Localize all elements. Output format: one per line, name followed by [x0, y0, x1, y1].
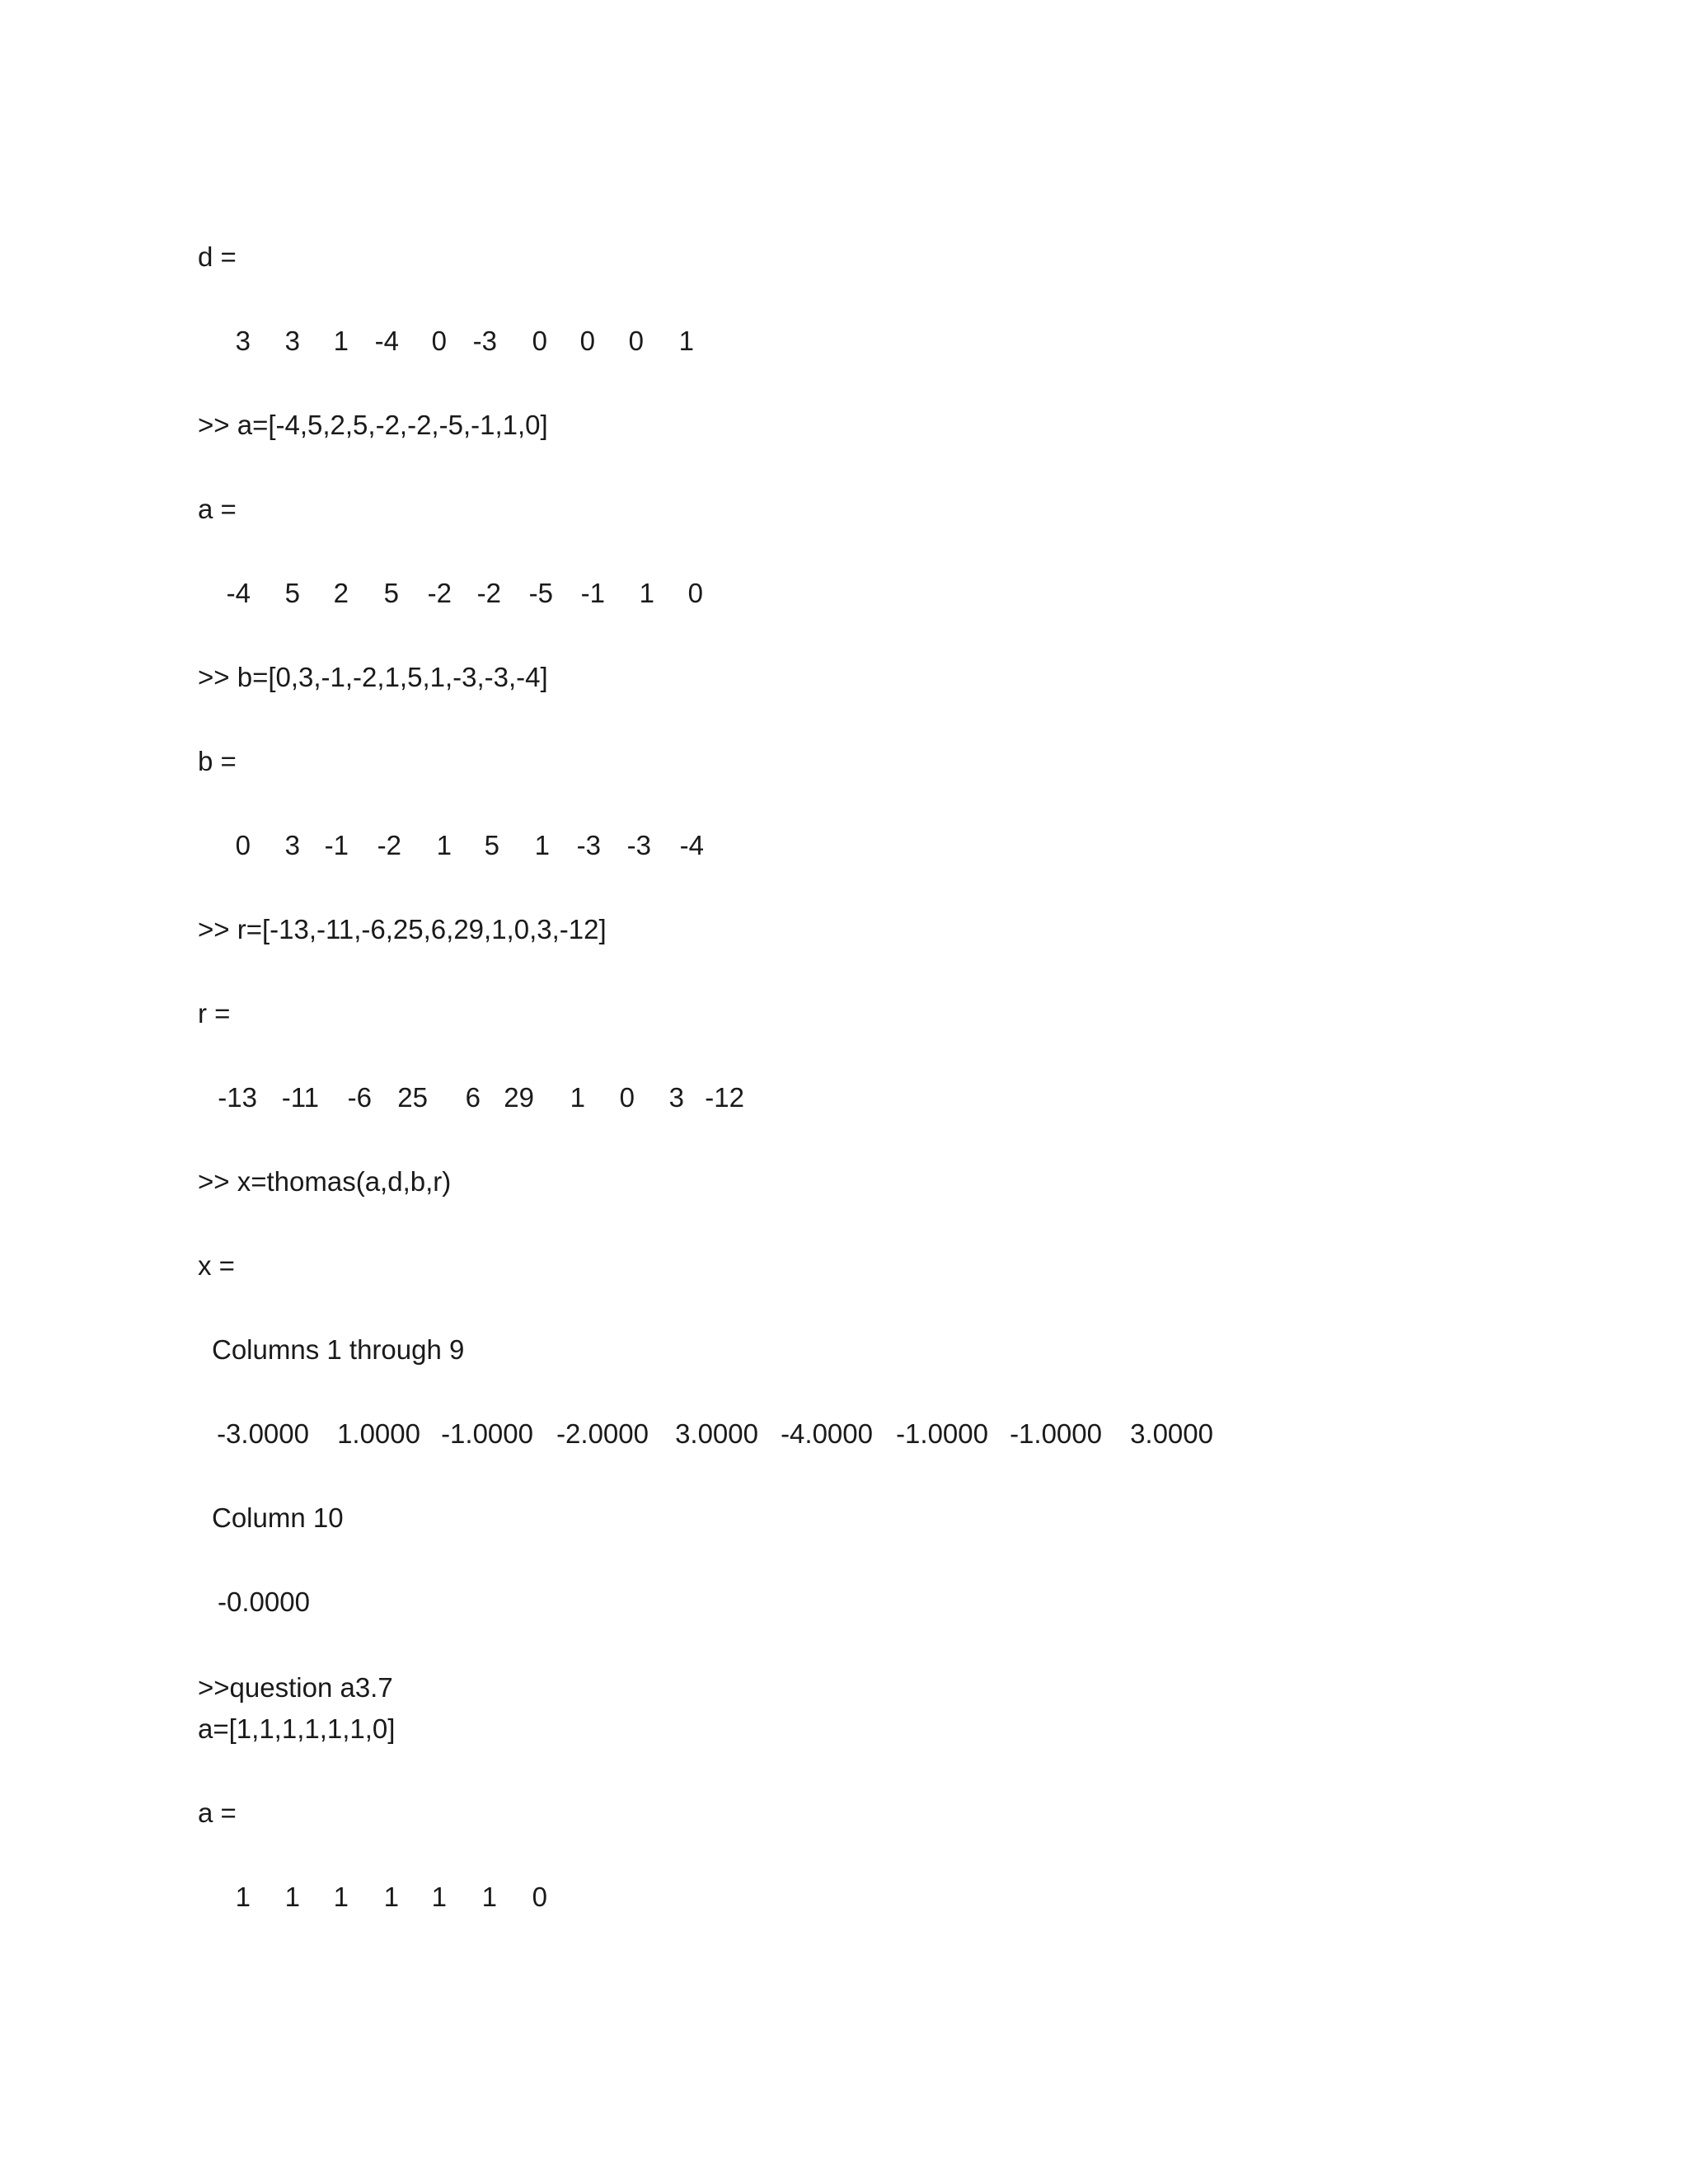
command-a: >> a=[-4,5,2,5,-2,-2,-5,-1,1,0]	[198, 410, 548, 440]
command-r: >> r=[-13,-11,-6,25,6,29,1,0,3,-12]	[198, 914, 607, 944]
value-cell: 0	[235, 830, 251, 860]
value-cell: 1	[333, 326, 349, 356]
value-cell: -1.0000	[1010, 1418, 1102, 1449]
value-cell: -6	[347, 1082, 372, 1113]
a2-values-row	[0, 1881, 1688, 1914]
value-cell: 0	[532, 326, 547, 356]
value-cell: 0	[628, 326, 644, 356]
value-cell: 1	[678, 326, 694, 356]
value-cell: 1	[284, 1882, 300, 1912]
command-b: >> b=[0,3,-1,-2,1,5,1,-3,-3,-4]	[198, 662, 548, 692]
value-cell: -2.0000	[556, 1418, 649, 1449]
b-label: b =	[198, 746, 237, 776]
value-cell: -1	[580, 578, 605, 608]
value-cell: 3	[284, 830, 300, 860]
x-values-row-1-9	[0, 1418, 1688, 1451]
value-cell: 1	[436, 830, 452, 860]
value-cell: -1	[324, 830, 349, 860]
value-cell: -3	[472, 326, 497, 356]
value-cell: 3	[284, 326, 300, 356]
question-line: >>question a3.7	[198, 1672, 393, 1703]
value-cell: 1	[639, 578, 654, 608]
value-cell: -13	[218, 1082, 257, 1113]
value-cell: 2	[333, 578, 349, 608]
r-values-row	[0, 1081, 1688, 1114]
value-cell: 25	[397, 1082, 428, 1113]
value-cell: -5	[528, 578, 553, 608]
value-cell: -3.0000	[217, 1418, 309, 1449]
value-cell: 29	[504, 1082, 534, 1113]
value-cell: -12	[705, 1082, 744, 1113]
value-cell: 0	[619, 1082, 635, 1113]
a-label: a =	[198, 494, 237, 524]
value-cell: 1	[431, 1882, 447, 1912]
value-cell: -3	[576, 830, 601, 860]
value-cell: -11	[281, 1082, 319, 1113]
value-cell: 1	[383, 1882, 399, 1912]
value-cell: 1	[333, 1882, 349, 1912]
command-x: >> x=thomas(a,d,b,r)	[198, 1166, 452, 1197]
value-cell: 3	[668, 1082, 684, 1113]
d-values-row	[0, 325, 1688, 358]
value-cell: 1.0000	[337, 1418, 420, 1449]
a2-label: a =	[198, 1797, 237, 1828]
d-label: d =	[198, 241, 237, 272]
value-cell: 3.0000	[1130, 1418, 1213, 1449]
a-values-row	[0, 577, 1688, 610]
value-cell: -2	[377, 830, 401, 860]
value-cell: 0	[532, 1882, 547, 1912]
value-cell: -4.0000	[781, 1418, 873, 1449]
value-cell: 6	[465, 1082, 481, 1113]
value-cell: 1	[534, 830, 550, 860]
value-cell: 5	[383, 578, 399, 608]
value-cell: 5	[484, 830, 499, 860]
columns-header-1-9: Columns 1 through 9	[212, 1334, 465, 1365]
value-cell: 0	[687, 578, 703, 608]
command-a2: a=[1,1,1,1,1,1,0]	[198, 1713, 396, 1744]
value-cell: -4	[679, 830, 704, 860]
value-cell: 3	[235, 326, 251, 356]
value-cell: -4	[226, 578, 251, 608]
value-cell: -4	[374, 326, 399, 356]
value-cell: 0	[431, 326, 447, 356]
value-cell: -1.0000	[441, 1418, 533, 1449]
value-cell: -2	[427, 578, 452, 608]
value-cell: -1.0000	[896, 1418, 988, 1449]
x-value-10: -0.0000	[218, 1586, 310, 1617]
x-label: x =	[198, 1250, 235, 1281]
value-cell: 3.0000	[675, 1418, 758, 1449]
value-cell: 5	[284, 578, 300, 608]
value-cell: 1	[235, 1882, 251, 1912]
r-label: r =	[198, 998, 231, 1029]
b-values-row	[0, 829, 1688, 862]
value-cell: -3	[626, 830, 651, 860]
value-cell: 0	[579, 326, 595, 356]
column-header-10: Column 10	[212, 1502, 344, 1533]
value-cell: 1	[570, 1082, 585, 1113]
value-cell: -2	[476, 578, 501, 608]
value-cell: 1	[481, 1882, 497, 1912]
